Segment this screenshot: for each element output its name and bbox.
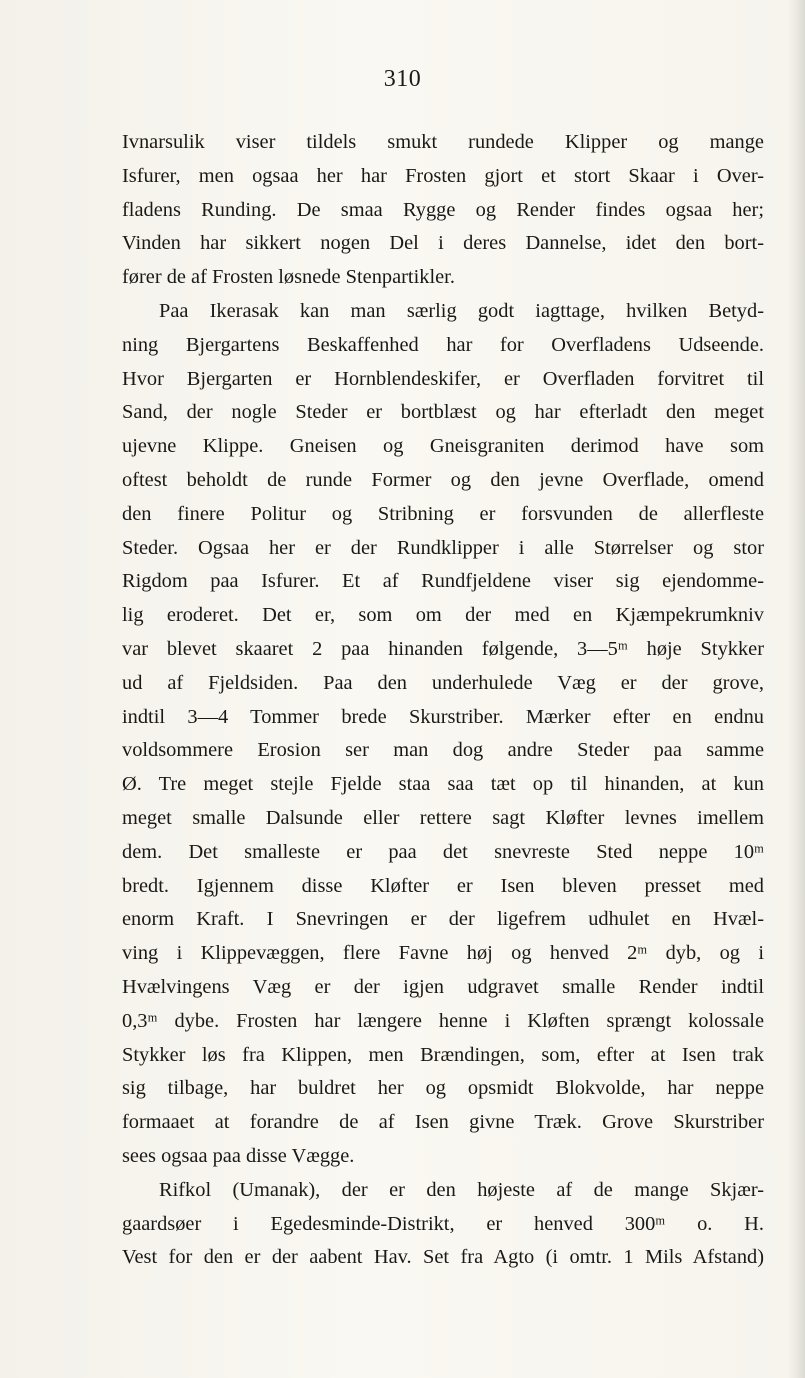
text-line: bredt. Igjennem disse Kløfter er Isen bleven presset med: [122, 874, 764, 897]
text-line: sees ogsaa paa disse Vægge.: [122, 1144, 355, 1167]
page-edge-shadow: [787, 0, 805, 1378]
page-number: 310: [383, 66, 422, 92]
text-line: Stykker løs fra Klippen, men Brændingen, som, efter at Isen trak: [122, 1043, 764, 1066]
text-line: meget smalle Dalsunde eller rettere sagt Kløfter levnes imellem: [122, 806, 764, 829]
text-line: Isfurer, men ogsaa her har Frosten gjort et stort Skaar i Over-: [122, 164, 764, 187]
body-text: [122, 126, 764, 1275]
text-line: Vest for den er der aabent Hav. Set fra Agto (i omtr. 1 Mils Afstand): [122, 1246, 764, 1269]
text-line: ving i Klippevæggen, flere Favne høj og henved 2ᵐ dyb, og i: [122, 942, 764, 965]
text-line: Ivnarsulik viser tildels smukt rundede Klipper og mange: [122, 131, 764, 153]
text-line: 0,3ᵐ dybe. Frosten har længere henne i Kløften sprængt kolossale: [122, 1009, 764, 1032]
text-line: Steder. Ogsaa her er der Rundklipper i alle Størrelser og stor: [122, 536, 764, 559]
text-line: Vinden har sikkert nogen Del i deres Dannelse, idet den bort-: [122, 232, 764, 255]
text-line: oftest beholdt de runde Former og den jevne Overflade, omend: [122, 468, 764, 491]
text-line: ud af Fjeldsiden. Paa den underhulede Væg er der grove,: [122, 671, 764, 694]
text-line: Rifkol (Umanak), der er den højeste af de mange Skjær-: [159, 1178, 764, 1201]
text-line: Rigdom paa Isfurer. Et af Rundfjeldene viser sig ejendomme-: [122, 570, 764, 593]
text-line: ning Bjergartens Beskaffenhed har for Overfladens Udseende.: [122, 333, 764, 356]
text-line: Hvor Bjergarten er Hornblendeskifer, er Overfladen forvitret til: [122, 367, 764, 390]
text-line: den finere Politur og Stribning er forsvunden de allerfleste: [122, 502, 764, 525]
text-line: formaaet at forandre de af Isen givne Træk. Grove Skurstriber: [122, 1111, 764, 1134]
text-line: var blevet skaaret 2 paa hinanden følgende, 3—5ᵐ høje Stykker: [122, 637, 764, 660]
text-line: fladens Runding. De smaa Rygge og Render findes ogsaa her;: [122, 198, 764, 221]
text-line: voldsommere Erosion ser man dog andre Steder paa samme: [122, 739, 764, 762]
text-line: dem. Det smalleste er paa det snevreste Sted neppe 10ᵐ: [122, 840, 764, 863]
text-line: ujevne Klippe. Gneisen og Gneisgraniten derimod have som: [122, 435, 764, 458]
text-line: Hvælvingens Væg er der igjen udgravet smalle Render indtil: [122, 975, 764, 998]
text-line: gaardsøer i Egedesminde-Distrikt, er henved 300ᵐ o. H.: [122, 1212, 764, 1235]
text-line: fører de af Frosten løsnede Stenpartikler.: [122, 266, 455, 289]
text-line: Ø. Tre meget stejle Fjelde staa saa tæt op til hinanden, at kun: [122, 773, 764, 796]
text-line: enorm Kraft. I Snevringen er der ligefrem udhulet en Hvæl-: [122, 908, 764, 931]
text-line: lig eroderet. Det er, som om der med en Kjæmpekrumkniv: [122, 604, 764, 627]
text-line: Sand, der nogle Steder er bortblæst og har efterladt den meget: [122, 401, 764, 424]
text-line: indtil 3—4 Tommer brede Skurstriber. Mærker efter en endnu: [122, 705, 764, 728]
text-line: Paa Ikerasak kan man særlig godt iagttage, hvilken Betyd-: [159, 299, 764, 322]
text-line: sig tilbage, har buldret her og opsmidt Blokvolde, har neppe: [122, 1077, 764, 1100]
